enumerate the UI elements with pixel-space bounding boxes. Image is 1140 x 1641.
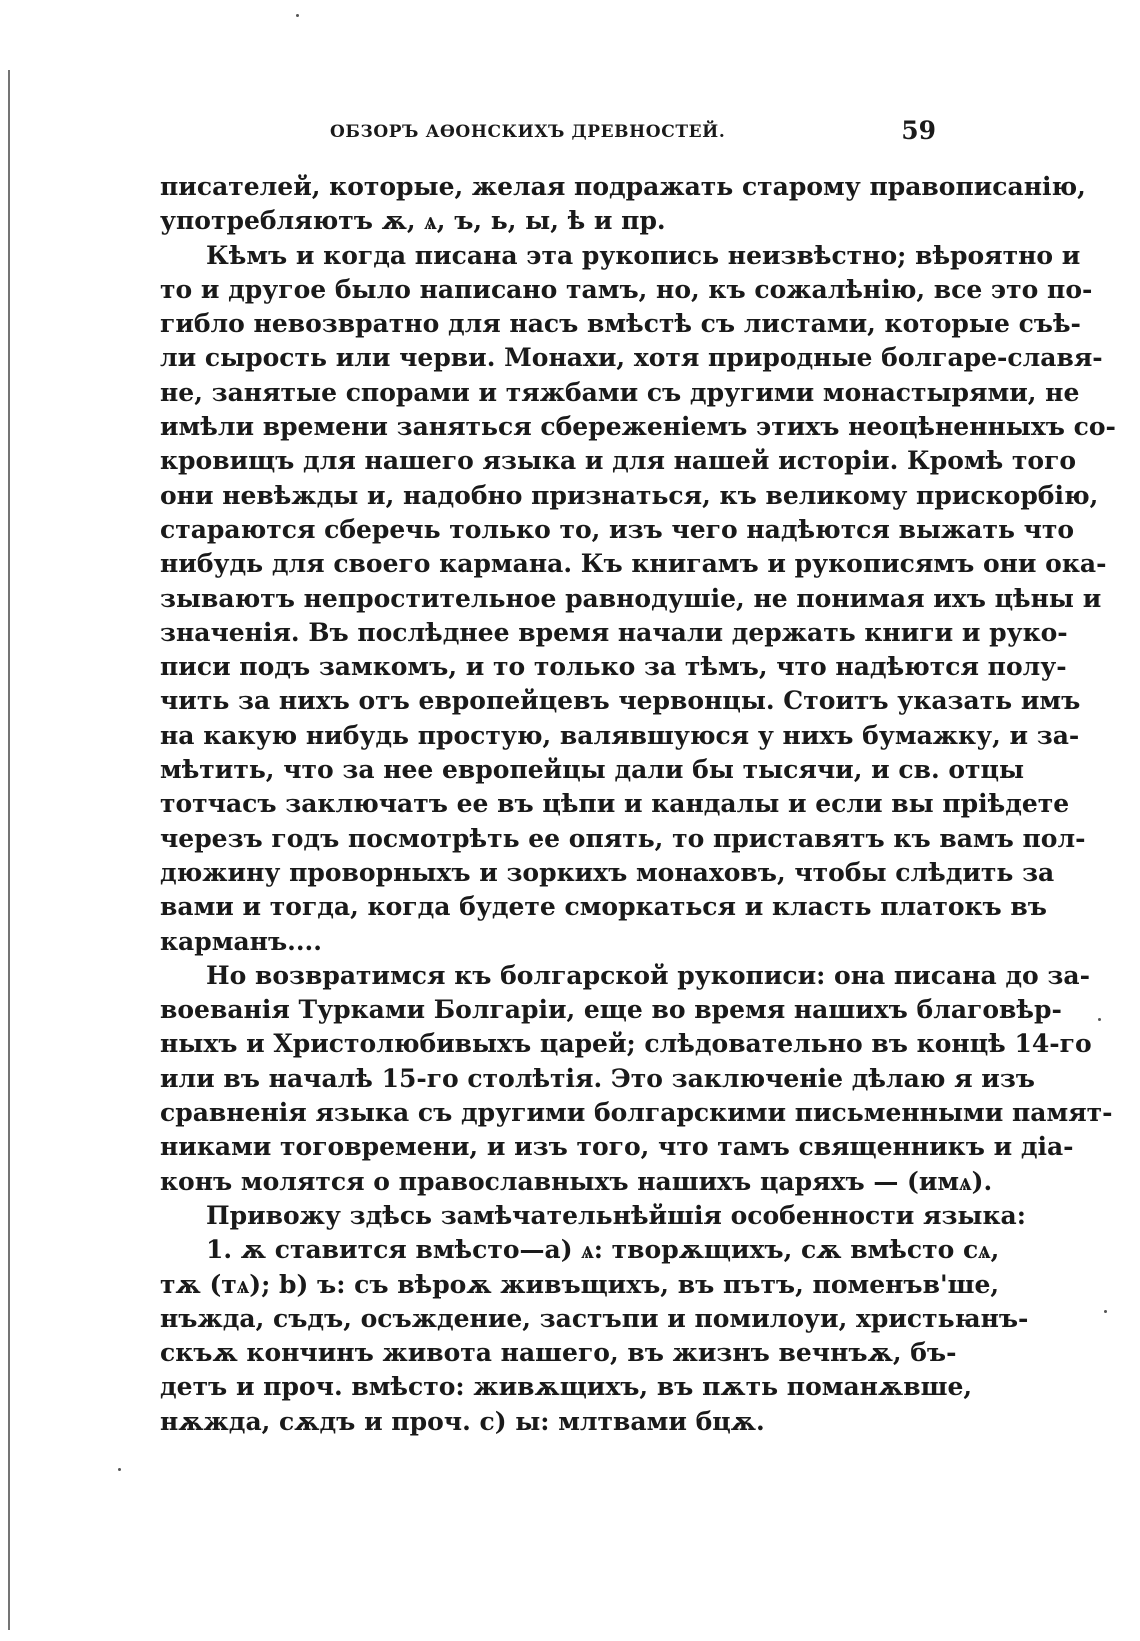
page-number: 59 xyxy=(901,116,936,145)
text-line: гибло невозвратно для насъ вмѣстѣ съ листами, которые съѣ- xyxy=(160,309,1081,339)
text-line: тотчасъ заключатъ ее въ цѣпи и кандалы и если вы пріѣдете xyxy=(160,789,1070,819)
text-line: мѣтить, что за нее европейцы дали бы тысячи, и св. отцы xyxy=(160,755,1025,785)
paper-speck xyxy=(296,14,299,17)
text-line: нъжда, съдъ, осъждение, застъпи и помилоуи, христьꙗнъ- xyxy=(160,1303,1029,1333)
text-line: скъѫ кончинъ живота нашего, въ жизнъ вечнъѫ, бъ- xyxy=(160,1338,957,1368)
text-line: или въ началѣ 15-го столѣтія. Это заключеніе дѣлаю я изъ xyxy=(160,1063,1035,1093)
text-line: ныхъ и Христолюбивыхъ царей; слѣдовательно въ концѣ 14-го xyxy=(160,1029,1092,1059)
text-line: черезъ годъ посмотрѣть ее опять, то приставятъ къ вамъ пол- xyxy=(160,823,1086,853)
text-line: 1. ѫ ставится вмѣсто—a) ѧ: творѫщихъ, сѫ вмѣсто сѧ, xyxy=(206,1235,1000,1265)
text-line: чить за нихъ отъ европейцевъ червонцы. Стоитъ указать имъ xyxy=(160,686,1081,716)
text-line: нѫжда, сѫдъ и проч. c) ы: млтвами бцѫ. xyxy=(160,1406,765,1436)
text-line: писателей, которые, желая подражать старому правописанію, xyxy=(160,172,1086,201)
text-line: конъ молятся о православныхъ нашихъ царяхъ — (имѧ). xyxy=(160,1166,993,1196)
paper-speck xyxy=(1098,1018,1101,1021)
text-line: дюжину проворныхъ и зоркихъ монаховъ, чтобы слѣдить за xyxy=(160,857,1055,887)
text-line: тѫ (тѧ); b) ъ: съ вѣроѫ живъщихъ, въ пътъ, поменъв'ше, xyxy=(160,1269,1000,1299)
running-title: ОБЗОРЪ АѲОНСКИХЪ ДРЕВНОСТЕЙ. xyxy=(330,122,726,142)
text-line: сравненія языка съ другими болгарскими письменными памят- xyxy=(160,1098,1113,1128)
text-line: нибудь для своего кармана. Къ книгамъ и рукописямъ они ока- xyxy=(160,549,1107,579)
text-line: стараются сберечь только то, изъ чего надѣются выжать что xyxy=(160,514,1075,544)
text-line: употребляютъ ѫ, ѧ, ъ, ь, ы, ѣ и пр. xyxy=(160,206,666,236)
text-line: карманъ.... xyxy=(160,926,322,956)
text-line: зываютъ непростительное равнодушіе, не понимая ихъ цѣны и xyxy=(160,583,1102,613)
paper-speck xyxy=(118,1468,121,1471)
page-edge-rule xyxy=(8,70,10,1630)
text-line: они невѣжды и, надобно признаться, къ великому прискорбію, xyxy=(160,480,1099,510)
paper-speck xyxy=(1104,1310,1107,1313)
text-line: воеванія Турками Болгаріи, еще во время нашихъ благовѣр- xyxy=(160,995,1062,1025)
text-line: Кѣмъ и когда писана эта рукопись неизвѣстно; вѣроятно и xyxy=(206,240,1081,270)
text-line: ли сырость или черви. Монахи, хотя природные болгаре-славя- xyxy=(160,343,1103,373)
text-line: детъ и проч. вмѣсто: живѫщихъ, въ пѫть поманѫвше, xyxy=(160,1372,973,1402)
text-line: значенія. Въ послѣднее время начали держать книги и руко- xyxy=(160,617,1068,647)
text-line: на какую нибудь простую, валявшуюся у нихъ бумажку, и за- xyxy=(160,720,1080,750)
text-line: не, занятые спорами и тяжбами съ другими монастырями, не xyxy=(160,377,1080,407)
text-line: Но возвратимся къ болгарской рукописи: она писана до за- xyxy=(206,960,1090,990)
text-line: Привожу здѣсь замѣчательнѣйшія особенности языка: xyxy=(206,1200,1026,1230)
text-line: то и другое было написано тамъ, но, къ сожалѣнію, все это по- xyxy=(160,274,1093,304)
text-line: имѣли времени заняться сбереженіемъ этихъ неоцѣненныхъ со- xyxy=(160,412,1116,442)
text-line: никами тоговремени, и изъ того, что тамъ священникъ и діа- xyxy=(160,1132,1074,1162)
running-header xyxy=(160,116,936,146)
body-text xyxy=(160,170,1116,1439)
text-line: вами и тогда, когда будете сморкаться и класть платокъ въ xyxy=(160,892,1047,922)
text-line: писи подъ замкомъ, и то только за тѣмъ, что надѣются полу- xyxy=(160,652,1067,682)
text-line: кровищъ для нашего языка и для нашей исторіи. Кромѣ того xyxy=(160,446,1077,476)
